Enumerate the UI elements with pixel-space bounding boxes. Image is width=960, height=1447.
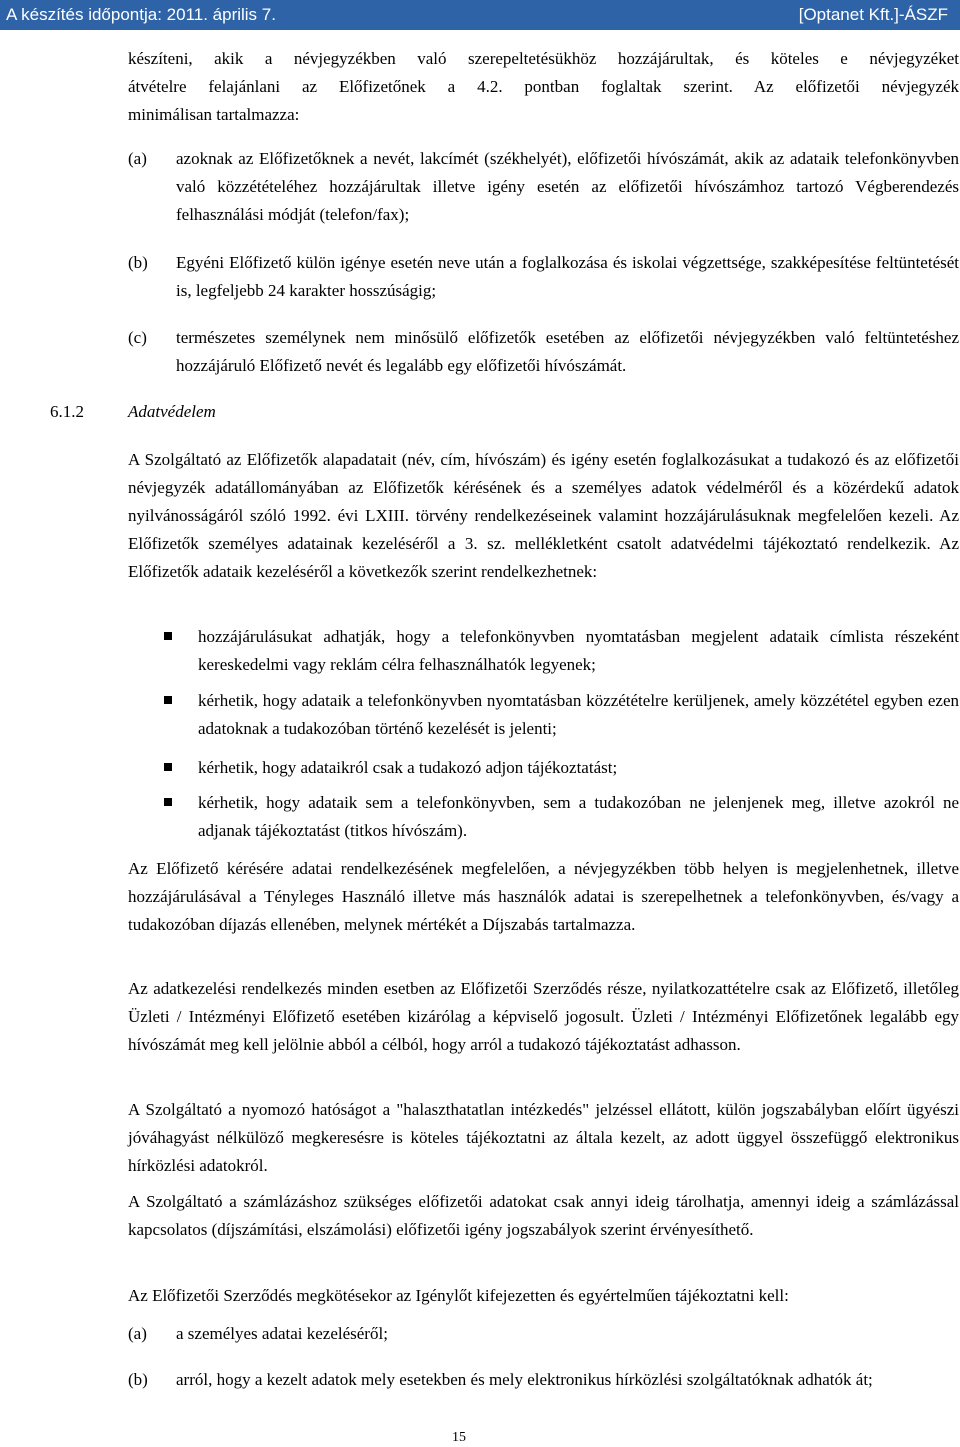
bullet-text: kérhetik, hogy adataik a telefonkönyvben nyomtatásban közzétételre kerüljenek, amely közzététel egyben ezen adatoknak a tudakozóban történő kezelését is jelenti; xyxy=(198,691,959,738)
intro-line-1: készíteni, akik a névjegyzékben való szerepeltetésükhöz hozzájárultak, és köteles e névjegyzéket xyxy=(128,49,959,68)
square-bullet-icon xyxy=(164,632,172,640)
page-number: 15 xyxy=(452,1430,466,1445)
paragraph-investigative-authority: A Szolgáltató a nyomozó hatóságot a "halaszthatatlan intézkedés" jelzéssel ellátott, külön jogszabályban előírt ügyészi jóváhagyást nélkülöző megkeresésre is köteles tájékoztatni az általa kezelt, az adott üggyel összefüggő elektronikus hírközlési adatokról. xyxy=(128,1100,959,1175)
list-text: azoknak az Előfizetőknek a nevét, lakcímét (székhelyét), előfizetői hívószámát, akik az adataik telefonkönyvben való közzétételéhez hozzájárultak illetve igény esetén az előfizetői hívószámhoz tartozó Végberendezés felhasználási módját (telefon/fax); xyxy=(176,149,959,224)
section-number: 6.1.2 xyxy=(50,402,84,421)
list-text: Egyéni Előfizető külön igénye esetén neve után a foglalkozása és iskolai végzettsége, szakképesítése feltüntetését is, legfeljebb 24 karakter hosszúságig; xyxy=(176,253,959,300)
list-text: arról, hogy a kezelt adatok mely esetekben és mely elektronikus hírközlési szolgáltatóknak adhatók át; xyxy=(176,1370,873,1389)
paragraph-multiple-listings: Az Előfizető kérésére adatai rendelkezésének megfelelően, a névjegyzékben több helyen is megjelenhetnek, illetve hozzájárulásával a Tényleges Használó illetve más használók adatai is szerepelhetnek a telefonkönyvben, és/vagy a tudakozóban díjazás ellenében, melynek mértékét a Díjszabás tartalmazza. xyxy=(128,859,959,934)
paragraph-business-subscriber: Az adatkezelési rendelkezés minden esetben az Előfizetői Szerződés része, nyilatkozattételre csak az Előfizető, illetőleg Üzleti / Intézményi Előfizető esetében kizárólag a képviselő jogosult. Üzleti / Intézményi Előfizetőnek legalább egy hívószámát meg kell jelölnie abból a célból, hogy arról a tudakozó tájékoztatást adhasson. xyxy=(128,979,959,1054)
header-date: A készítés időpontja: 2011. április 7. xyxy=(6,5,276,24)
square-bullet-icon xyxy=(164,696,172,704)
paragraph-billing-data: A Szolgáltató a számlázáshoz szükséges előfizetői adatokat csak annyi ideig tárolhatja, amennyi ideig a számlázással kapcsolatos (díjszámítási, elszámolási) előfizetői igény jogszabályok szerint érvényesíthető. xyxy=(128,1192,959,1239)
document-header xyxy=(0,0,960,30)
bullet-text: kérhetik, hogy adataik sem a telefonkönyvben, sem a tudakozóban ne jelenjenek meg, illetve azokról ne adjanak tájékoztatást (titkos hívószám). xyxy=(198,793,959,840)
intro-line-3: minimálisan tartalmazza: xyxy=(128,105,300,124)
paragraph-data-handling: A Szolgáltató az Előfizetők alapadatait (név, cím, hívószám) és igény esetén foglalkozásukat a tudakozó és az előfizetői névjegyzék adatállományában az Előfizetők kérésének és a személyes adatok védelméről és a közérdekű adatok nyilvánosságáról szóló 1992. évi LXIII. törvény rendelkezéseinek valamint hozzájárulásuknak megfelelően kezeli. Az Előfizetők személyes adatainak kezeléséről a 3. sz. mellékletként csatolt adatvédelmi tájékoztató rendelkezik. Az Előfizetők adataik kezeléséről a következők szerint rendelkezhetnek: xyxy=(128,450,959,581)
list-label: (b) xyxy=(128,1370,148,1389)
list-text: a személyes adatai kezeléséről; xyxy=(176,1324,388,1343)
list-label: (b) xyxy=(128,253,148,272)
square-bullet-icon xyxy=(164,763,172,771)
list-label: (a) xyxy=(128,149,147,168)
paragraph-contract-info: Az Előfizetői Szerződés megkötésekor az Igénylőt kifejezetten és egyértelműen tájékoztatni kell: xyxy=(128,1286,789,1305)
list-label: (a) xyxy=(128,1324,147,1343)
header-company: [Optanet Kft.]-ÁSZF xyxy=(798,5,948,24)
bullet-text: kérhetik, hogy adataikról csak a tudakozó adjon tájékoztatást; xyxy=(198,758,618,777)
square-bullet-icon xyxy=(164,798,172,806)
section-title: Adatvédelem xyxy=(128,402,216,421)
list-label: (c) xyxy=(128,328,147,347)
bullet-text: hozzájárulásukat adhatják, hogy a telefonkönyvben nyomtatásban megjelent adataik címlista részeként kereskedelmi vagy reklám célra felhasználhatók legyenek; xyxy=(198,627,959,674)
intro-paragraph xyxy=(128,45,959,129)
list-text: természetes személynek nem minősülő előfizetők esetében az előfizetői névjegyzékben való feltüntetéshez hozzájáruló Előfizető nevét és legalább egy előfizetői hívószámát. xyxy=(176,328,959,375)
intro-line-2: átvételre felajánlani az Előfizetőnek a 4.2. pontban foglaltak szerint. Az előfizetői névjegyzék xyxy=(128,77,959,96)
